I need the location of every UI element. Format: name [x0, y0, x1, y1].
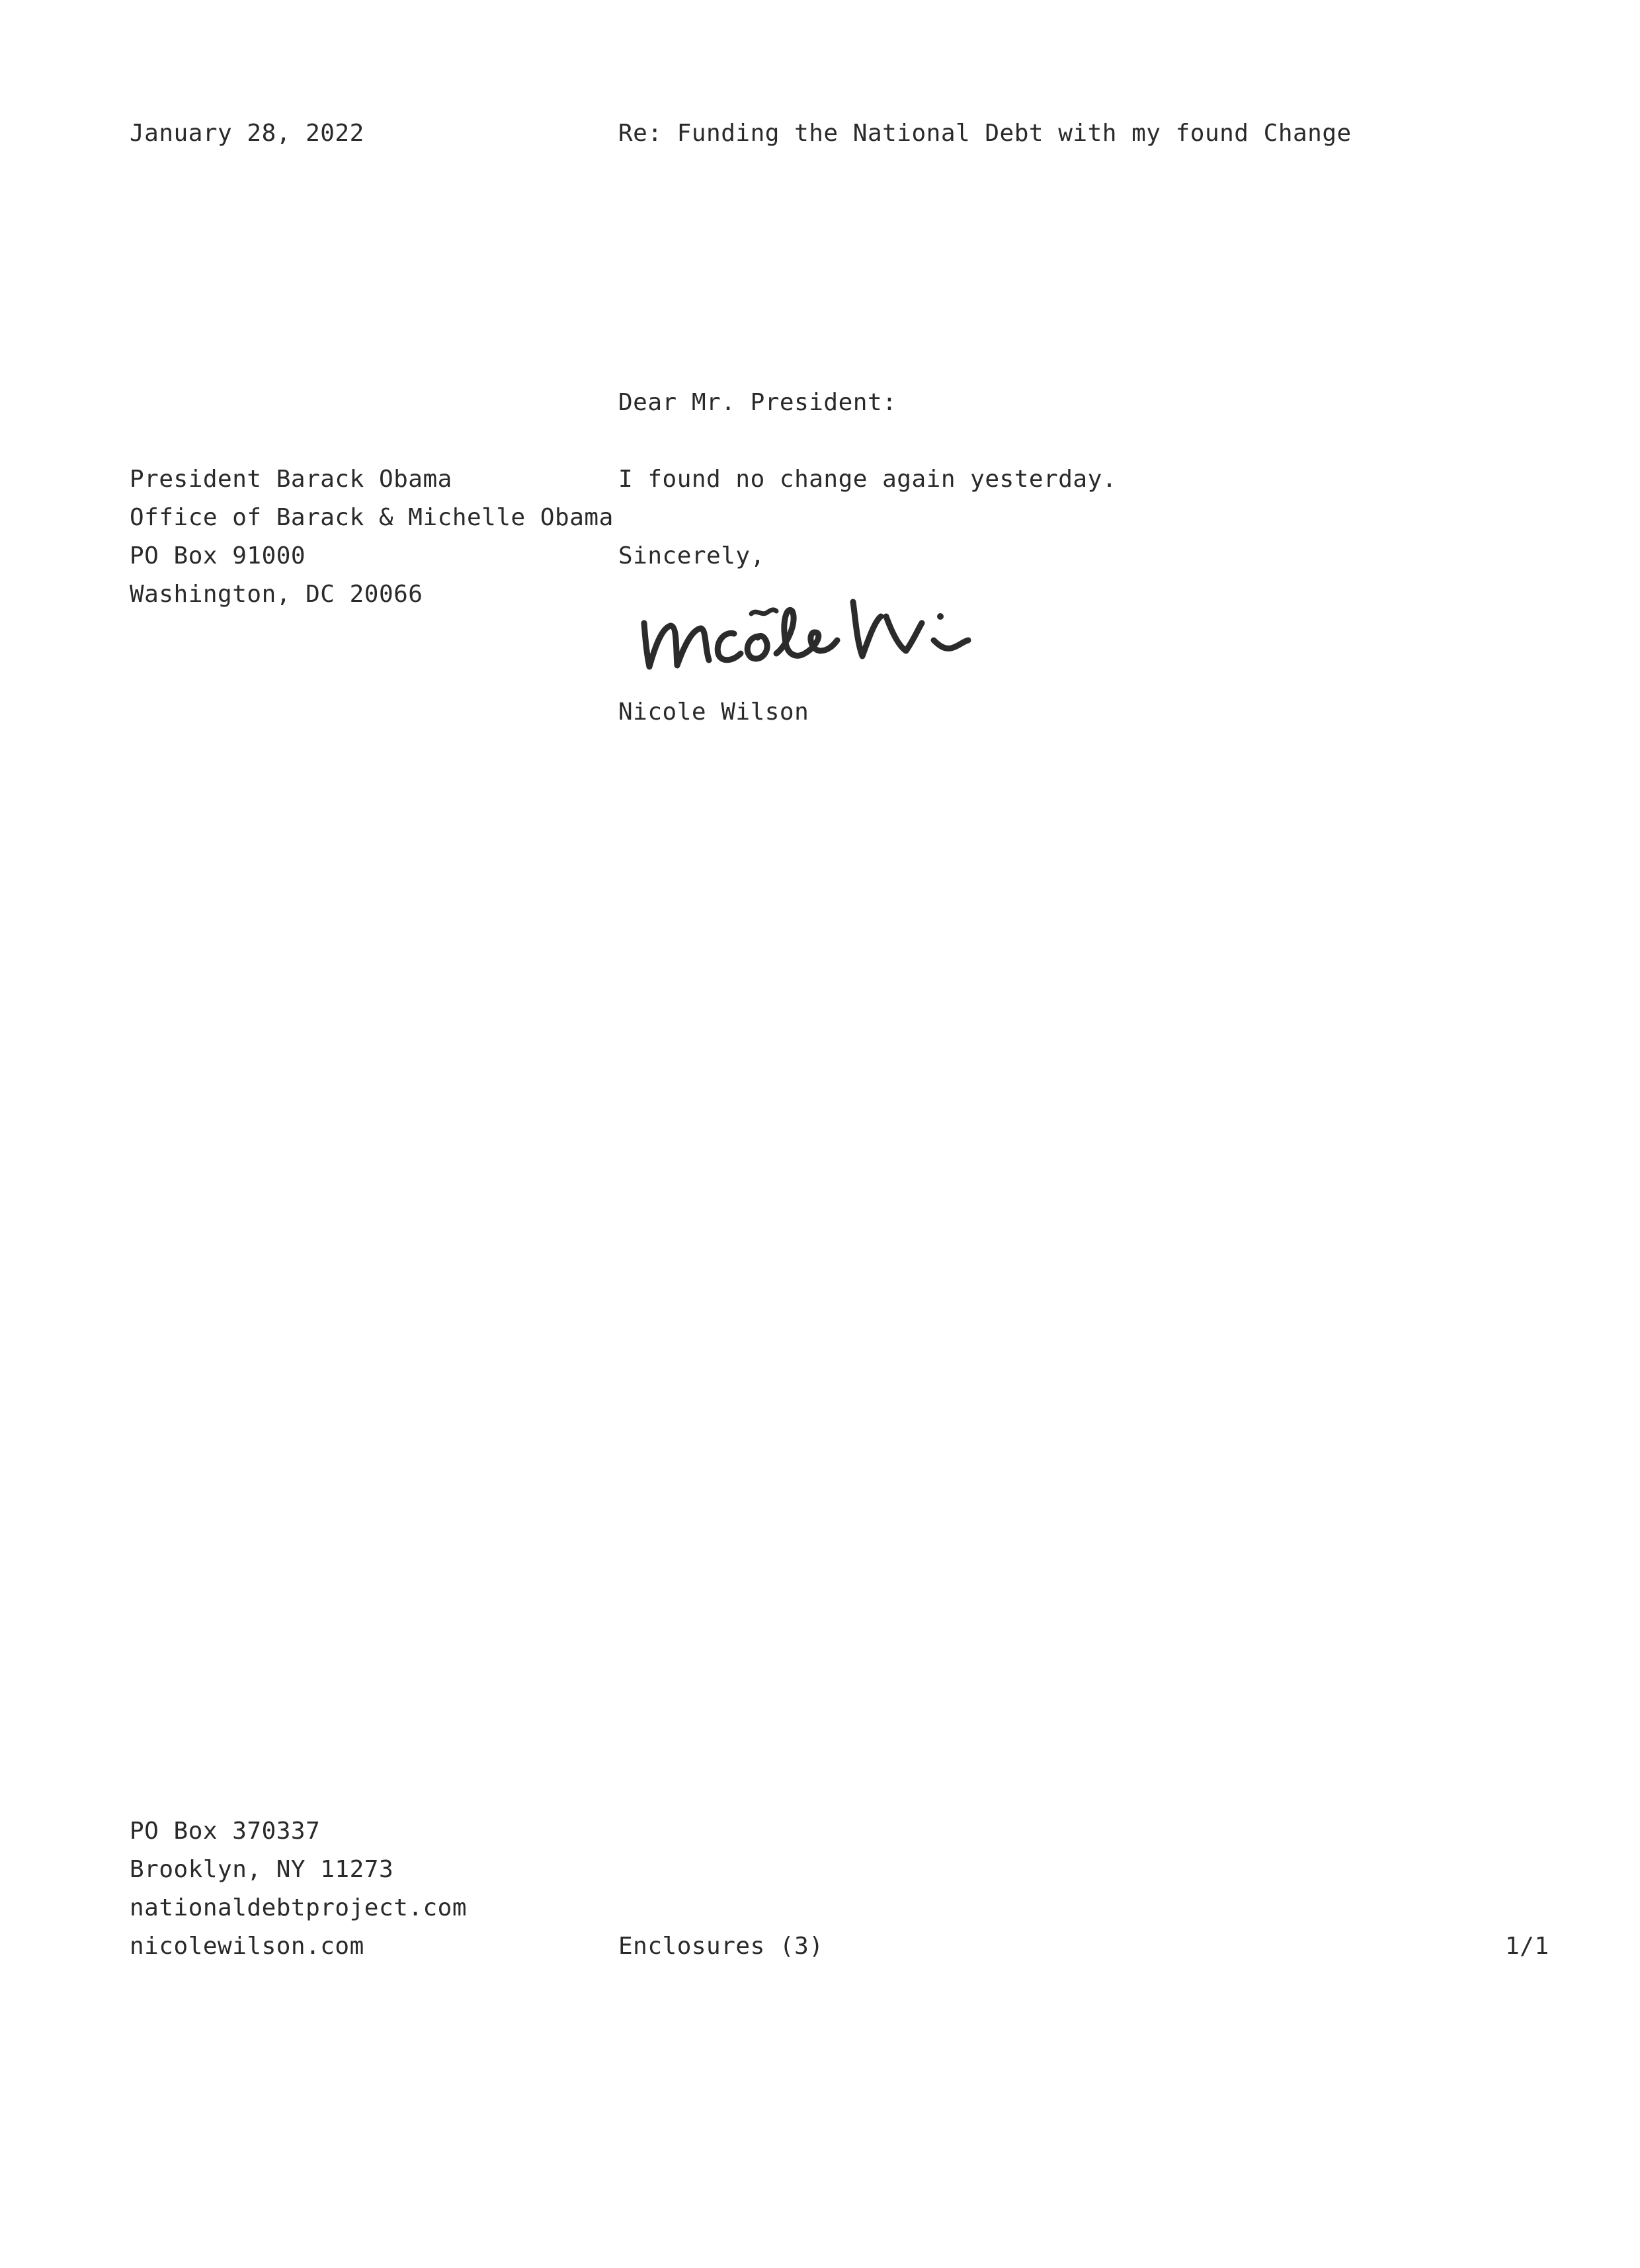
salutation: Dear Mr. President:	[618, 389, 897, 416]
recipient-address	[130, 460, 614, 614]
closing: Sincerely,	[618, 542, 765, 569]
sender-address	[130, 1812, 467, 1966]
sender-line: PO Box 370337	[130, 1818, 321, 1845]
sender-line: nicolewilson.com	[130, 1933, 364, 1960]
sender-line: Brooklyn, NY 11273	[130, 1856, 394, 1883]
recipient-line: PO Box 91000	[130, 542, 306, 569]
page-number: 1/1	[1505, 1933, 1549, 1960]
recipient-line: Washington, DC 20066	[130, 581, 423, 608]
handwritten-signature	[635, 582, 992, 681]
letter-body: I found no change again yesterday.	[618, 466, 1117, 493]
recipient-line: President Barack Obama	[130, 466, 452, 493]
letter-subject: Re: Funding the National Debt with my found Change	[618, 120, 1352, 147]
sender-line: nationaldebtproject.com	[130, 1894, 467, 1921]
letter-date: January 28, 2022	[130, 120, 364, 147]
recipient-line: Office of Barack & Michelle Obama	[130, 504, 614, 531]
signer-name: Nicole Wilson	[618, 698, 809, 726]
enclosures-note: Enclosures (3)	[618, 1933, 824, 1960]
